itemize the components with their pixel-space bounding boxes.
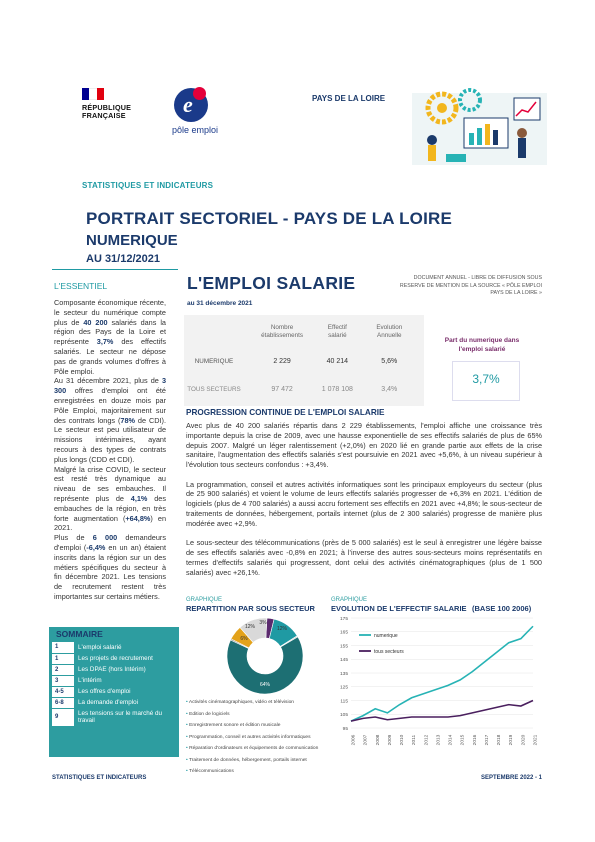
col-header: Effectif salarié	[327, 324, 347, 339]
sommaire-label: L'emploi salarié	[78, 644, 122, 651]
sommaire-label: Les projets de recrutement	[78, 655, 153, 662]
sommaire-item[interactable]	[52, 653, 178, 664]
essentiel-paragraph: Au 31 décembre 2021, plus de 3 300 offres d'emploi ont été enregistrées en douze mois par Pôle Emploi, majoritairement sur des contrats longs (78% de CDI). Le secteur est peu utilisateur de missions intérimaires, ayant recours à des types de contrats plus longs (CDD et CDI).	[54, 376, 166, 464]
sommaire-item[interactable]	[52, 708, 178, 726]
sommaire-item[interactable]	[52, 675, 178, 686]
pole-emploi-icon: e	[174, 88, 208, 122]
graph2-kicker: GRAPHIQUE	[331, 597, 368, 603]
y-tick-label: 95	[342, 726, 348, 732]
legend-item: • Edition de logiciels	[186, 709, 336, 721]
legend-item: • Programmation, conseil et autres activités informatiques	[186, 732, 336, 744]
footer-left: STATISTIQUES ET INDICATEURS	[52, 775, 147, 781]
section-label: STATISTIQUES ET INDICATEURS	[82, 181, 214, 190]
x-tick-label: 2012	[424, 734, 430, 746]
sommaire-table	[52, 642, 178, 727]
y-tick-label: 175	[339, 616, 348, 622]
col-header: Evolution Annuelle	[376, 324, 403, 339]
slice-label: 6%	[240, 636, 248, 642]
page-title: PORTRAIT SECTORIEL - PAYS DE LA LOIRE	[86, 209, 453, 228]
legend-item: • Enregistrement sonore et édition musicale	[186, 720, 336, 732]
sommaire-item[interactable]	[52, 697, 178, 708]
sommaire-label: L'intérim	[78, 677, 102, 684]
x-tick-label: 2019	[509, 734, 515, 746]
y-tick-label: 145	[339, 658, 348, 664]
sommaire-label: Les tensions sur le marché du travail	[78, 710, 163, 724]
donut-chart	[210, 612, 330, 697]
row-label: TOUS SECTEURS	[187, 385, 241, 393]
sommaire-item[interactable]	[52, 686, 178, 697]
essentiel-paragraph: Composante économique récente, le secteur du numérique compte plus de 40 200 salariés dans la région des Pays de la Loire et représente 3,7% des effectifs salariés. Le secteur ne dépose pas de grands volumes d'offres à Pôle emploi.	[54, 298, 166, 376]
sector-title: NUMERIQUE	[86, 232, 178, 249]
emploi-date: au 31 décembre 2021	[187, 300, 253, 307]
sommaire-item[interactable]	[52, 664, 178, 675]
legend-item: • Télécommunications	[186, 766, 336, 778]
progression-paragraph: La programmation, conseil et autres activités informatiques sont les principaux employeurs du secteur (plus de 25 900 salariés) et voient le volume de leurs effectifs salariés progresser de +6,3% en 2021. L'édition de logiciels (plus de 4 700 salariés) a aussi accru fortement ses effectifs en 2021 avec +4,8%; le sous-secteur de traitements de données, hébergement, portails internet (plus de 2 300 salariés) progresse de manière plus modérée avec +2,9%.	[186, 479, 542, 528]
y-tick-label: 135	[339, 671, 348, 677]
republique-line2: FRANÇAISE	[82, 111, 126, 120]
x-tick-label: 2014	[448, 734, 454, 746]
col-header: Nombre établissements	[261, 324, 304, 339]
essentiel-text	[54, 298, 166, 602]
x-tick-label: 2021	[533, 734, 539, 746]
x-tick-label: 2020	[521, 734, 527, 746]
legend-item: • Réparation d'ordinateurs et équipements de communication	[186, 743, 336, 755]
table-cell: 3,4%	[381, 385, 398, 393]
sommaire-page: 3	[52, 675, 74, 686]
progression-text	[186, 421, 542, 587]
row-label: NUMERIQUE	[194, 357, 234, 365]
graph2-title: EVOLUTION DE L'EFFECTIF SALARIE	[331, 604, 467, 613]
table-cell: 2 229	[273, 357, 291, 365]
graph1-title: REPARTITION PAR SOUS SECTEUR	[186, 604, 315, 613]
date-title: AU 31/12/2021	[86, 253, 160, 265]
document-note: DOCUMENT ANNUEL - LIBRE DE DIFFUSION SOUS RESERVE DE MENTION DE LA SOURCE « PÔLE EMPLOI PAYS DE LA LOIRE »	[399, 275, 542, 296]
part-value: 3,7%	[472, 372, 500, 386]
x-tick-label: 2018	[497, 734, 503, 746]
sommaire-item[interactable]	[52, 642, 178, 653]
footer-right: SEPTEMBRE 2022 - 1	[481, 775, 543, 781]
x-tick-label: 2009	[387, 734, 393, 746]
french-flag-icon	[82, 88, 104, 100]
x-tick-label: 2015	[460, 734, 466, 746]
x-tick-label: 2006	[351, 734, 357, 746]
slice-label: 3%	[259, 620, 267, 626]
x-tick-label: 2008	[375, 734, 381, 746]
table-cell: 5,6%	[381, 357, 398, 365]
series-line	[351, 701, 533, 722]
y-tick-label: 165	[339, 630, 348, 636]
republique-francaise-logo	[82, 88, 142, 120]
series-line	[351, 626, 533, 721]
y-tick-label: 155	[339, 644, 348, 650]
sommaire-page: 9	[52, 708, 74, 726]
sommaire-label: Les DPAE (hors Intérim)	[78, 666, 146, 673]
emploi-table	[184, 317, 424, 403]
graph2-subtitle: (BASE 100 2006)	[472, 604, 532, 613]
y-tick-label: 105	[339, 713, 348, 719]
divider	[52, 269, 178, 270]
sommaire-page: 6-8	[52, 697, 74, 708]
pole-emploi-label: pôle emploi	[171, 125, 219, 135]
sommaire-label: Les offres d'emploi	[78, 688, 131, 695]
slice-label: 12%	[244, 624, 256, 630]
donut-legend	[186, 697, 336, 778]
x-tick-label: 2011	[412, 734, 418, 746]
legend-label: tous secteurs	[374, 648, 404, 655]
slice-label: 64%	[259, 682, 271, 688]
table-cell: 40 214	[326, 357, 349, 365]
header-illustration	[402, 78, 552, 173]
x-tick-label: 2010	[400, 734, 406, 746]
legend-item: • Traitement de données, hébergement, portails internet	[186, 755, 336, 767]
x-tick-label: 2017	[484, 734, 490, 746]
sommaire-page: 1	[52, 653, 74, 664]
emploi-title: L'EMPLOI SALARIE	[187, 273, 356, 293]
line-chart	[331, 614, 543, 774]
progression-title: PROGRESSION CONTINUE DE L'EMPLOI SALARIE	[186, 408, 385, 417]
region-header: PAYS DE LA LOIRE	[312, 94, 386, 103]
slice-label: 12%	[276, 626, 288, 632]
pole-emploi-logo	[160, 88, 230, 135]
x-tick-label: 2007	[363, 734, 369, 746]
sommaire-page: 1	[52, 642, 74, 653]
y-tick-label: 115	[340, 699, 348, 705]
republique-line1: RÉPUBLIQUE	[82, 103, 132, 112]
essentiel-paragraph: Plus de 6 000 demandeurs d'emploi (-6,4% en un an) étaient inscrits dans la région sur un des métiers spécifiques du secteur à fin décembre 2021. Les tensions de recrutement restent très importantes sur certains métiers.	[54, 533, 167, 601]
essentiel-heading: L'ESSENTIEL	[54, 281, 108, 291]
x-tick-label: 2013	[436, 734, 442, 746]
x-tick-label: 2016	[472, 734, 478, 746]
sommaire-title: SOMMAIRE	[56, 629, 103, 639]
y-tick-label: 125	[339, 685, 348, 691]
progression-paragraph: Le sous-secteur des télécommunications (près de 5 000 salariés) est le seul à enregistrer une légère baisse de ses effectifs salariés avec -0,8% en 2021; à l'inverse des autres sous-secteurs moins représentatifs en termes d'effectifs salariés qui progressent, dont celui des activités cinématographiques (plus de 1 500 salariés) avec +26,1%.	[186, 538, 542, 577]
table-cell: 1 078 108	[321, 385, 353, 393]
progression-paragraph: Avec plus de 40 200 salariés répartis dans 2 229 établissements, l'emploi affiche une croissance très importante depuis la crise de 2009, avec une hausse exponentielle de ses effectifs salariés de plus de 65% depuis 2007. Malgré un léger ralentissement (+2,0%) en 2020 lié en grande partie aux effets de la crise sanitaire, l'augmentation des effectifs salariés s'est poursuivie en 2021 avec +5,6%, à un niveau supérieur à l'évolution tous secteurs confondus : +3,4%.	[186, 421, 542, 470]
graph1-kicker: GRAPHIQUE	[186, 597, 223, 603]
sommaire-label: La demande d'emploi	[78, 699, 139, 706]
legend-item: • Activités cinématographiques, vidéo et télévision	[186, 697, 336, 709]
sommaire-page: 2	[52, 664, 74, 675]
sommaire-page: 4-5	[52, 686, 74, 697]
table-cell: 97 472	[271, 385, 293, 393]
legend-label: numerique	[374, 632, 398, 639]
part-title: Part du numerique dans l'emploi salarié	[444, 337, 520, 353]
essentiel-paragraph: Malgré la crise COVID, le secteur est resté très dynamique au niveau de ses embauches. Il représente plus de 4,1% des embauches de la région, en très forte augmentation (+64,8%) en 2021.	[54, 464, 167, 533]
